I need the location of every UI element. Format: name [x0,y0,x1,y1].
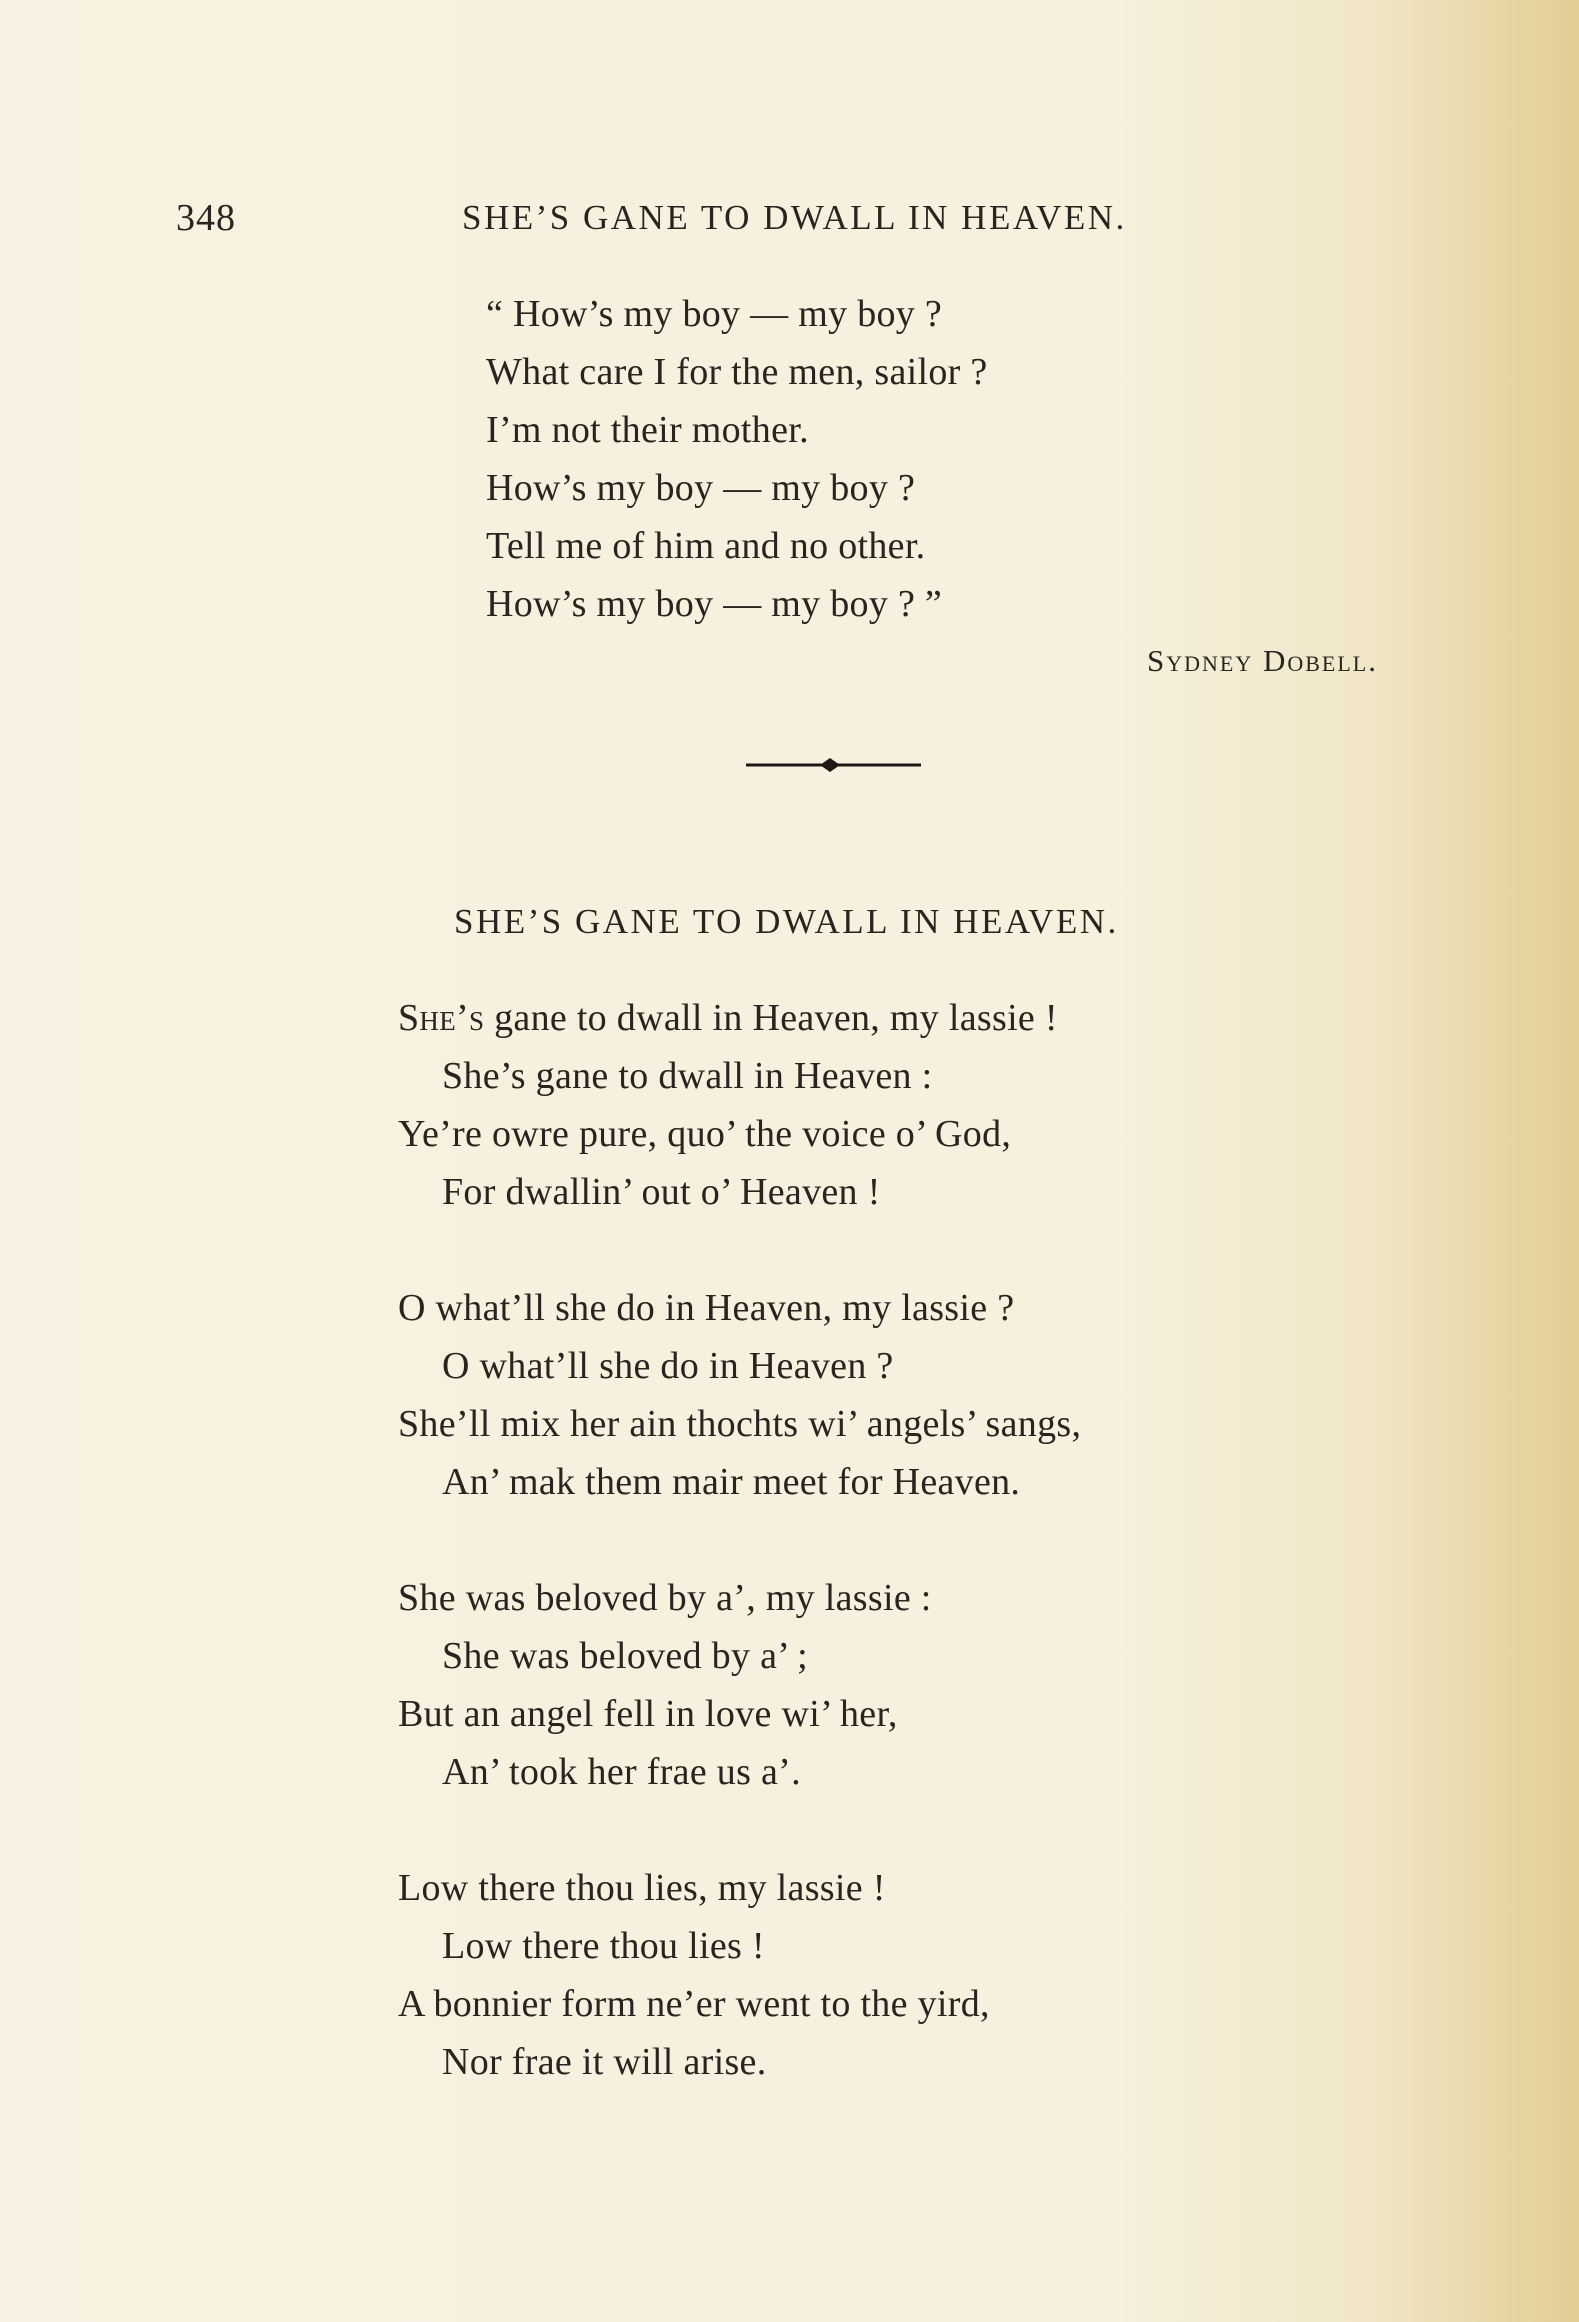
verse-line: An’ took her frae us a’. [442,1751,801,1793]
verse-line: “ How’s my boy — my boy ? [486,293,943,335]
poem-title: SHE’S GANE TO DWALL IN HEAVEN. [454,902,1119,941]
verse-line: How’s my boy — my boy ? ” [486,583,943,625]
verse-line: Nor frae it will arise. [442,2041,767,2083]
verse-line: Ye’re owre pure, quo’ the voice o’ God, [398,1113,1012,1155]
verse-line [398,996,1058,1040]
verse-line: An’ mak them mair meet for Heaven. [442,1461,1021,1503]
verse-line: She was beloved by a’ ; [442,1635,809,1677]
verse-line: She’ll mix her ain thochts wi’ angels’ sangs, [398,1403,1082,1445]
verse-line: But an angel fell in love wi’ her, [398,1693,898,1735]
verse-line: Low there thou lies, my lassie ! [398,1867,886,1909]
running-head: SHE’S GANE TO DWALL IN HEAVEN. [462,198,1127,237]
verse-line: O what’ll she do in Heaven, my lassie ? [398,1287,1015,1329]
verse-line: For dwallin’ out o’ Heaven ! [442,1171,881,1213]
page-number: 348 [176,197,236,239]
verse-line: A bonnier form ne’er went to the yird, [398,1983,990,2025]
verse-line: Tell me of him and no other. [486,525,926,567]
verse-line: Low there thou lies ! [442,1925,765,1967]
verse-line: She was beloved by a’, my lassie : [398,1577,932,1619]
verse-line: What care I for the men, sailor ? [486,351,988,393]
verse-line: O what’ll she do in Heaven ? [442,1345,894,1387]
author-attribution: Sydney Dobell. [1147,643,1378,678]
verse-line: I’m not their mother. [486,409,809,451]
first-word: She’s [398,997,485,1039]
line-rest: gane to dwall in Heaven, my lassie ! [484,997,1058,1039]
verse-line: How’s my boy — my boy ? [486,467,916,509]
verse-line: She’s gane to dwall in Heaven : [442,1055,933,1097]
section-divider-ornament [746,754,921,776]
